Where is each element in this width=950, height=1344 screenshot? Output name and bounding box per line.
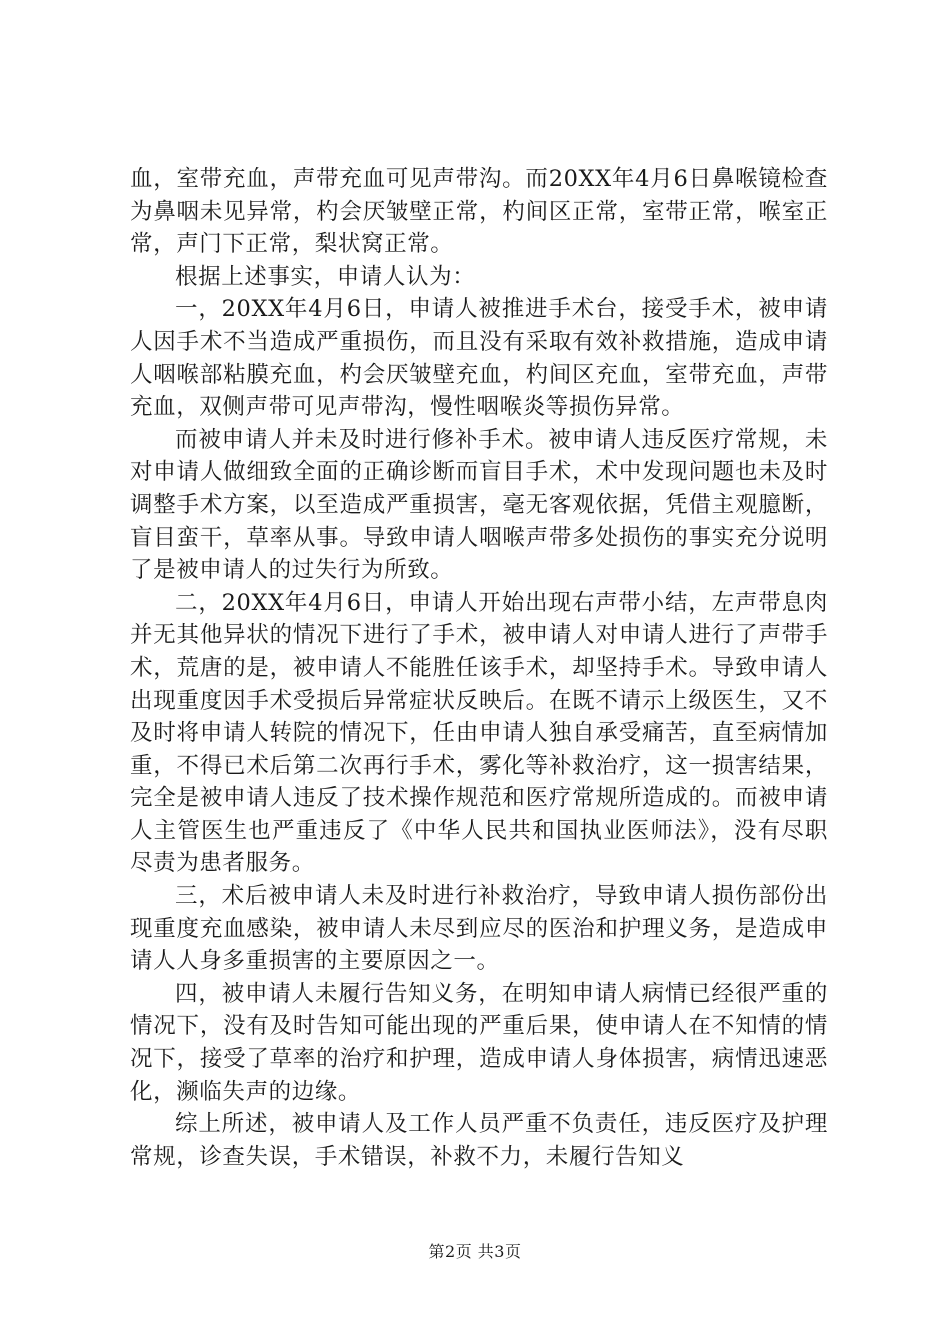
page-number-footer: 第2页 共3页 bbox=[428, 1242, 522, 1261]
paragraph-8: 综上所述，被申请人及工作人员严重不负责任，违反医疗及护理常规，诊查失误，手术错误，补救不力，未履行告知义 bbox=[130, 1111, 828, 1170]
paragraph-2: 根据上述事实，申请人认为： bbox=[175, 263, 476, 290]
paragraph-6: 三，术后被申请人未及时进行补救治疗，导致申请人损伤部份出现重度充血感染，被申请人未尽到应尽的医治和护理义务，是造成申请人人身多重损害的主要原因之一。 bbox=[130, 883, 828, 975]
paragraph-4: 而被申请人并未及时进行修补手术。被申请人违反医疗常规，未对申请人做细致全面的正确诊断而盲目手术，术中发现问题也未及时调整手术方案，以至造成严重损害，毫无客观依据，凭借主观臆断，盲目蛮干，草率从事。导致申请人咽喉声带多处损伤的事实充分说明了是被申请人的过失行为所致。 bbox=[130, 426, 828, 584]
paragraph-7: 四，被申请人未履行告知义务，在明知申请人病情已经很严重的情况下，没有及时告知可能出现的严重后果，使申请人在不知情的情况下，接受了草率的治疗和护理，造成申请人身体损害，病情迅速恶化，濒临失声的边缘。 bbox=[130, 980, 828, 1105]
paragraph-3: 一，20XX年4月6日，申请人被推进手术台，接受手术，被申请人因手术不当造成严重损伤，而且没有采取有效补救措施，造成申请人咽喉部粘膜充血，杓会厌皱壁充血，杓间区充血，室带充血，声带充血，双侧声带可见声带沟，慢性咽喉炎等损伤异常。 bbox=[130, 296, 828, 421]
document-body bbox=[130, 163, 828, 1173]
paragraph-5: 二，20XX年4月6日，申请人开始出现右声带小结，左声带息肉并无其他异状的情况下进行了手术，被申请人对申请人进行了声带手术，荒唐的是，被申请人不能胜任该手术，却坚持手术。导致申请人出现重度因手术受损后异常症状反映后。在既不请示上级医生，又不及时将申请人转院的情况下，任由申请人独自承受痛苦，直至病情加重，不得已术后第二次再行手术，雾化等补救治疗，这一损害结果，完全是被申请人违反了技术操作规范和医疗常规所造成的。而被申请人主管医生也严重违反了《中华人民共和国执业医师法》，没有尽职尽责为患者服务。 bbox=[130, 589, 828, 877]
paragraph-1: 血，室带充血，声带充血可见声带沟。而20XX年4月6日鼻喉镜检查为鼻咽未见异常，杓会厌皱壁正常，杓间区正常，室带正常，喉室正常，声门下正常，梨状窝正常。 bbox=[130, 166, 828, 258]
